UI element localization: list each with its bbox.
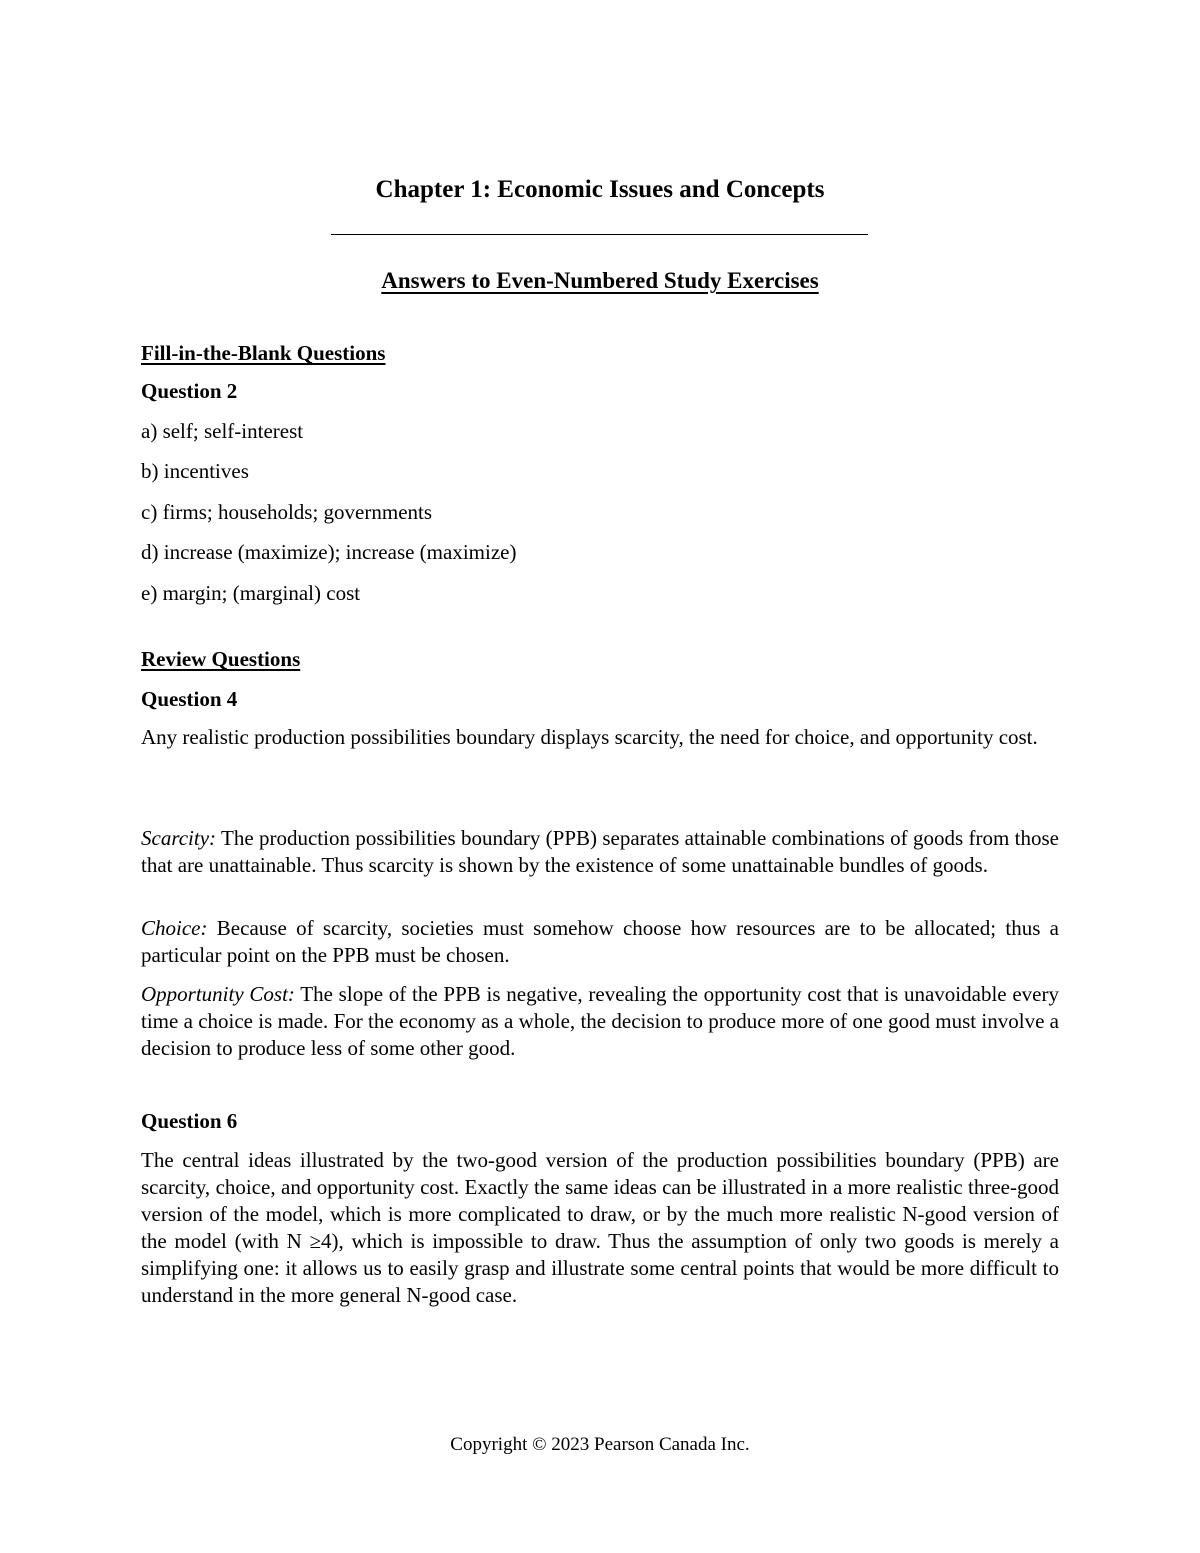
question-4-label: Question 4 bbox=[141, 687, 238, 711]
title-divider bbox=[331, 234, 868, 235]
answer-d: d) increase (maximize); increase (maximize) bbox=[141, 540, 517, 564]
question-6-label: Question 6 bbox=[141, 1109, 238, 1133]
scarcity-term: Scarcity: bbox=[141, 826, 217, 850]
scarcity-text: The production possibilities boundary (PPB) separates attainable combinations of goods from those that are unattainable. Thus scarcity is shown by the existence of some unattainable bundles of goods. bbox=[141, 826, 1059, 877]
answer-b: b) incentives bbox=[141, 459, 249, 483]
opportunity-cost-text: The slope of the PPB is negative, revealing the opportunity cost that is unavoidable every time a choice is made. For the economy as a whole, the decision to produce more of one good must involve a decision to produce less of some other good. bbox=[141, 982, 1059, 1060]
choice-paragraph bbox=[141, 915, 1059, 969]
answer-a: a) self; self-interest bbox=[141, 419, 304, 443]
answer-e: e) margin; (marginal) cost bbox=[141, 581, 361, 605]
opportunity-cost-term: Opportunity Cost: bbox=[141, 982, 295, 1006]
choice-text: Because of scarcity, societies must somehow choose how resources are to be allocated; thus a particular point on the PPB must be chosen. bbox=[141, 916, 1059, 967]
q6-paragraph: The central ideas illustrated by the two-good version of the production possibilities boundary (PPB) are scarcity, choice, and opportunity cost. Exactly the same ideas can be illustrated in a more realistic three-good version of the model, which is more complicated to draw, or by the much more realistic N-good version of the model (with N ≥4), which is impossible to draw. Thus the assumption of only two goods is merely a simplifying one: it allows us to easily grasp and illustrate some central points that would be more difficult to understand in the more general N-good case. bbox=[141, 1148, 1059, 1307]
subtitle-text: Answers to Even-Numbered Study Exercises bbox=[381, 268, 819, 293]
scarcity-paragraph bbox=[141, 825, 1059, 879]
section-subtitle bbox=[0, 266, 1200, 296]
q4-intro-paragraph: Any realistic production possibilities boundary displays scarcity, the need for choice, and opportunity cost. bbox=[141, 725, 1038, 749]
chapter-title: Chapter 1: Economic Issues and Concepts bbox=[375, 176, 825, 203]
fill-in-heading: Fill-in-the-Blank Questions bbox=[141, 341, 386, 365]
copyright-footer: Copyright © 2023 Pearson Canada Inc. bbox=[450, 1434, 750, 1455]
answer-c: c) firms; households; governments bbox=[141, 500, 433, 524]
opportunity-cost-paragraph bbox=[141, 981, 1059, 1062]
choice-term: Choice: bbox=[141, 916, 208, 940]
review-heading: Review Questions bbox=[141, 647, 301, 671]
question-2-label: Question 2 bbox=[141, 379, 238, 403]
